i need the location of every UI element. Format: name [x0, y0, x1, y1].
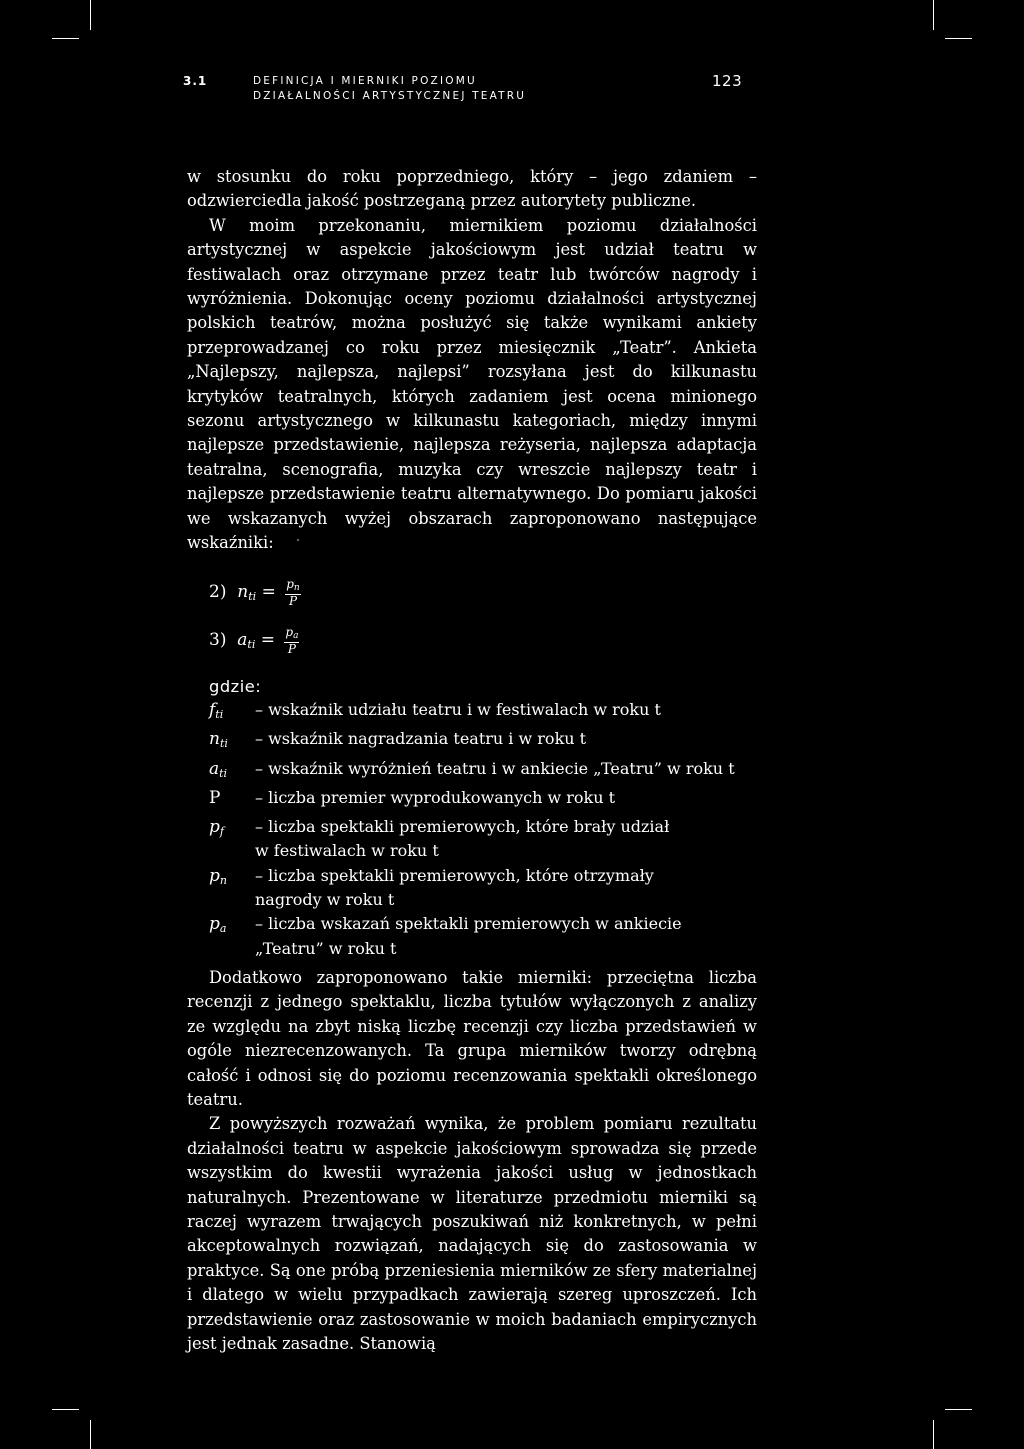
- running-header-line: DEFINICJA I MIERNIKI POZIOMU: [253, 75, 477, 87]
- crop-mark: [945, 38, 972, 39]
- speck: [297, 539, 299, 541]
- body-text-bottom: [187, 966, 757, 1357]
- legend-symbol: $p_f$: [209, 817, 224, 839]
- crop-mark: [933, 1420, 934, 1449]
- running-header-line: DZIAŁALNOŚCI ARTYSTYCZNEJ TEATRU: [253, 90, 527, 102]
- formula-equals: =: [261, 582, 276, 602]
- legend-symbol: $p_n$: [209, 865, 227, 887]
- paragraph: Z powyższych rozważań wynika, że problem pomiaru rezultatu działalności teatru w aspekcie jakościowym sprowadza się przede wszystkim do kwestii wyrażenia jakości usług w jednostkach naturalnych. Prezentowane w literaturze przedmiotu mierniki są raczej wyrazem trwających poszukiwań niż konkretnych, w pełni akceptowalnych rozwiązań, nadających się do zastosowania w praktyce. Są one próbą przeniesienia mierników ze sfery materialnej i dlatego w wielu przypadkach zawierają szereg uproszczeń. Ich przedstawienie oraz zastosowanie w moich badaniach empirycznych jest jednak zasadne. Stanowią: [187, 1114, 757, 1354]
- crop-mark: [945, 1409, 972, 1410]
- legend-item: [209, 815, 769, 864]
- crop-mark: [90, 0, 91, 30]
- formula-label: 3): [209, 630, 227, 650]
- legend-item: [209, 757, 769, 786]
- legend-symbol: $f_{ti}$: [209, 700, 224, 721]
- crop-mark: [52, 1409, 79, 1410]
- formula-3: [209, 626, 299, 655]
- fraction-denominator: P: [287, 642, 296, 656]
- legend-item: [209, 727, 769, 756]
- legend-text: – wskaźnik wyróżnień teatru i w ankiecie „Teatru” w roku t: [255, 758, 735, 778]
- page-number: 123: [712, 72, 743, 90]
- legend-text: – wskaźnik nagradzania teatru i w roku t: [255, 729, 587, 749]
- legend-text: – liczba spektakli premierowych, które brały udział w festiwalach w roku t: [255, 817, 670, 861]
- legend-item: [209, 698, 769, 727]
- legend-symbol: $n_{ti}$: [209, 729, 228, 751]
- legend-symbol: $p_a$: [209, 914, 227, 936]
- paragraph: w stosunku do roku poprzedniego, który – jego zdaniem – odzwierciedla jakość postrzeganą przez autorytety publiczne.: [187, 167, 757, 211]
- formula-label: 2): [209, 582, 227, 602]
- legend-item: [209, 912, 769, 961]
- fraction: [285, 578, 300, 607]
- formula-subscript: ti: [248, 590, 257, 603]
- legend-text: – liczba premier wyprodukowanych w roku t: [255, 787, 616, 807]
- fraction-numerator: pa: [285, 625, 299, 641]
- fraction-denominator: P: [288, 594, 298, 608]
- formula-2: [209, 578, 301, 607]
- paragraph: Dodatkowo zaproponowano takie mierniki: przeciętna liczba recenzji z jednego spektaklu, liczba tytułów wyłączonych z analizy ze względu na zbyt niską liczbę recenzji czy liczba przedstawień w ogóle niezrecenzowanych. Ta grupa mierników tworzy odrębną całość i odnosi się do poziomu recenzowania spektakli określonego teatru.: [187, 968, 757, 1110]
- fraction-numerator: pn: [286, 577, 300, 593]
- formula-subscript: ti: [247, 638, 256, 651]
- crop-mark: [933, 0, 934, 30]
- legend-text: – liczba wskazań spektakli premierowych w ankiecie „Teatru” w roku t: [255, 914, 682, 958]
- legend-symbol: P: [209, 787, 221, 808]
- legend-heading: gdzie:: [209, 677, 262, 696]
- legend-item: [209, 864, 769, 913]
- section-number: 3.1: [183, 74, 208, 88]
- legend-text: – liczba spektakli premierowych, które otrzymały nagrody w roku t: [255, 865, 654, 910]
- paragraph: W moim przekonaniu, miernikiem poziomu działalności artystycznej w aspekcie jakościowym jest udział teatru w festiwalach oraz otrzymane przez teatr lub twórców nagrody i wyróżnienia. Dokonując oceny poziomu działalności artystycznej polskich teatrów, można posłużyć się także wynikami ankiety przeprowadzanej co roku przez miesięcznik „Teatr”. Ankieta „Najlepszy, najlepsza, najlepsi” rozsyłana jest do kilkunastu krytyków teatralnych, których zadaniem jest ocena minionego sezonu artystycznego w kilkunastu kategoriach, między innymi najlepsze przedstawienie, najlepsza reżyseria, najlepsza adaptacja teatralna, scenografia, muzyka czy wreszcie najlepszy teatr i najlepsze przedstawienie teatru alternatywnego. Do pomiaru jakości we wskazanych wyżej obszarach zaproponowano następujące wskaźniki:: [187, 215, 757, 553]
- legend-symbol: $a_{ti}$: [209, 758, 228, 780]
- legend-item: [209, 786, 769, 815]
- body-text-top: [187, 165, 757, 556]
- legend-text: – wskaźnik udziału teatru i w festiwalach w roku t: [255, 700, 661, 719]
- running-header: [253, 74, 526, 104]
- formula-equals: =: [260, 630, 276, 650]
- legend-list: [209, 698, 769, 961]
- fraction: [284, 626, 299, 655]
- formula-lhs: n: [237, 582, 249, 602]
- formula-lhs: a: [237, 630, 248, 650]
- crop-mark: [90, 1420, 91, 1449]
- crop-mark: [52, 38, 79, 39]
